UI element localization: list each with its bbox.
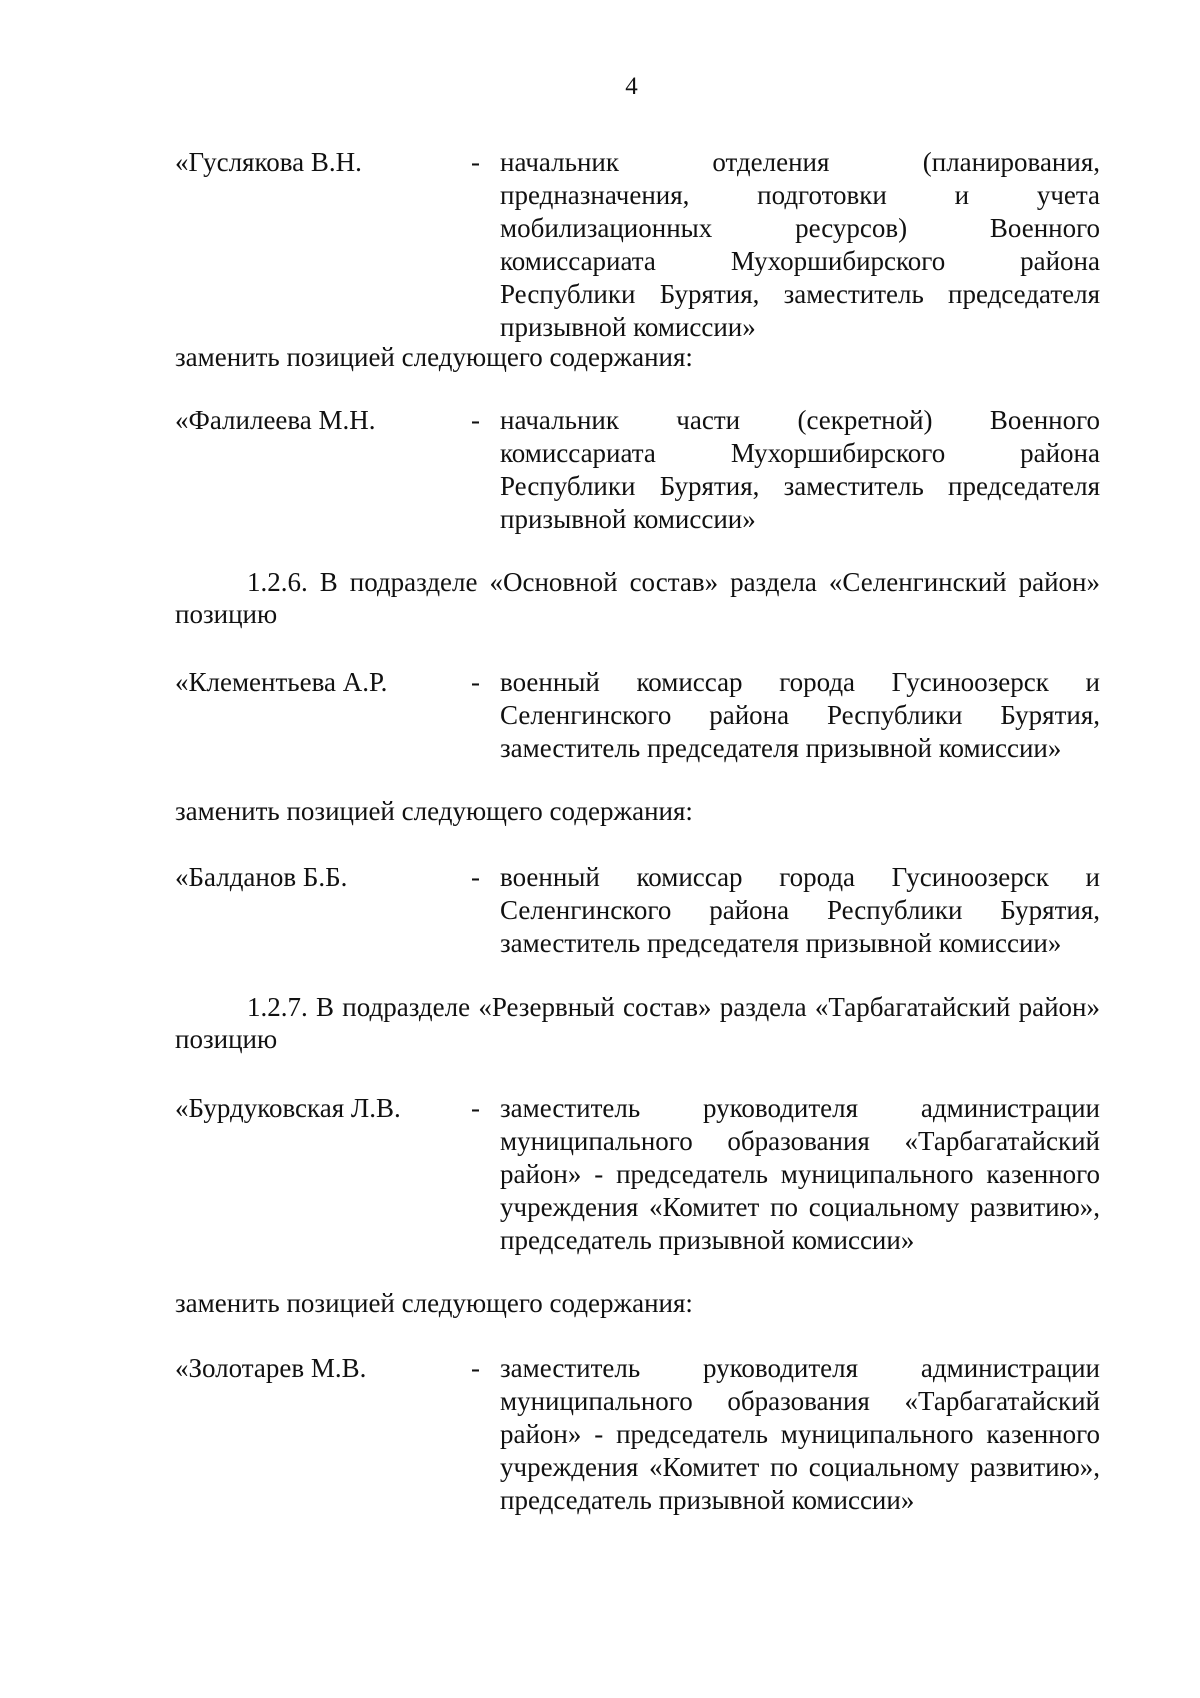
entry-dash: - (471, 1353, 480, 1383)
entry-guslyakova (175, 146, 1100, 344)
entry-zolotarev (175, 1352, 1100, 1517)
paragraph-1-2-6: 1.2.6. В подразделе «Основной состав» раздела «Селенгинский район» позицию (175, 567, 1100, 629)
entry-name: «Балданов Б.Б. (175, 862, 348, 892)
entry-burdukovskaya (175, 1092, 1100, 1257)
entry-falileeva (175, 404, 1100, 536)
entry-description: начальник отделения (планирования, предназначения, подготовки и учета мобилизационных ресурсов) Военного комиссариата Мухоршибирского района Республики Бурятия, заместитель председателя призывной комиссии» (500, 147, 1100, 342)
entry-name: «Фалилеева М.Н. (175, 405, 376, 435)
entry-name: «Клементьева А.Р. (175, 667, 388, 697)
replace-instruction: заменить позицией следующего содержания: (175, 796, 693, 826)
entry-name: «Бурдуковская Л.В. (175, 1093, 401, 1123)
entry-description: заместитель руководителя администрации муниципального образования «Тарбагатайский район» - председатель муниципального казенного учреждения «Комитет по социальному развитию», председатель призывной комиссии» (500, 1353, 1100, 1515)
entry-description: заместитель руководителя администрации муниципального образования «Тарбагатайский район» - председатель муниципального казенного учреждения «Комитет по социальному развитию», председатель призывной комиссии» (500, 1093, 1100, 1255)
entry-dash: - (471, 862, 480, 892)
replace-instruction: заменить позицией следующего содержания: (175, 1288, 693, 1318)
entry-dash: - (471, 405, 480, 435)
entry-description: военный комиссар города Гусиноозерск и Селенгинского района Республики Бурятия, заместитель председателя призывной комиссии» (500, 667, 1100, 763)
paragraph-1-2-7: 1.2.7. В подразделе «Резервный состав» раздела «Тарбагатайский район» позицию (175, 992, 1100, 1054)
entry-klementyeva (175, 666, 1100, 765)
entry-dash: - (471, 147, 480, 177)
entry-description: военный комиссар города Гусиноозерск и Селенгинского района Республики Бурятия, заместитель председателя призывной комиссии» (500, 862, 1100, 958)
entry-dash: - (471, 667, 480, 697)
replace-instruction: заменить позицией следующего содержания: (175, 342, 693, 372)
entry-name: «Гуслякова В.Н. (175, 147, 362, 177)
entry-dash: - (471, 1093, 480, 1123)
entry-baldanov (175, 861, 1100, 960)
page-number: 4 (625, 73, 638, 100)
entry-description: начальник части (секретной) Военного комиссариата Мухоршибирского района Республики Бурятия, заместитель председателя призывной комиссии» (500, 405, 1100, 534)
entry-name: «Золотарев М.В. (175, 1353, 367, 1383)
